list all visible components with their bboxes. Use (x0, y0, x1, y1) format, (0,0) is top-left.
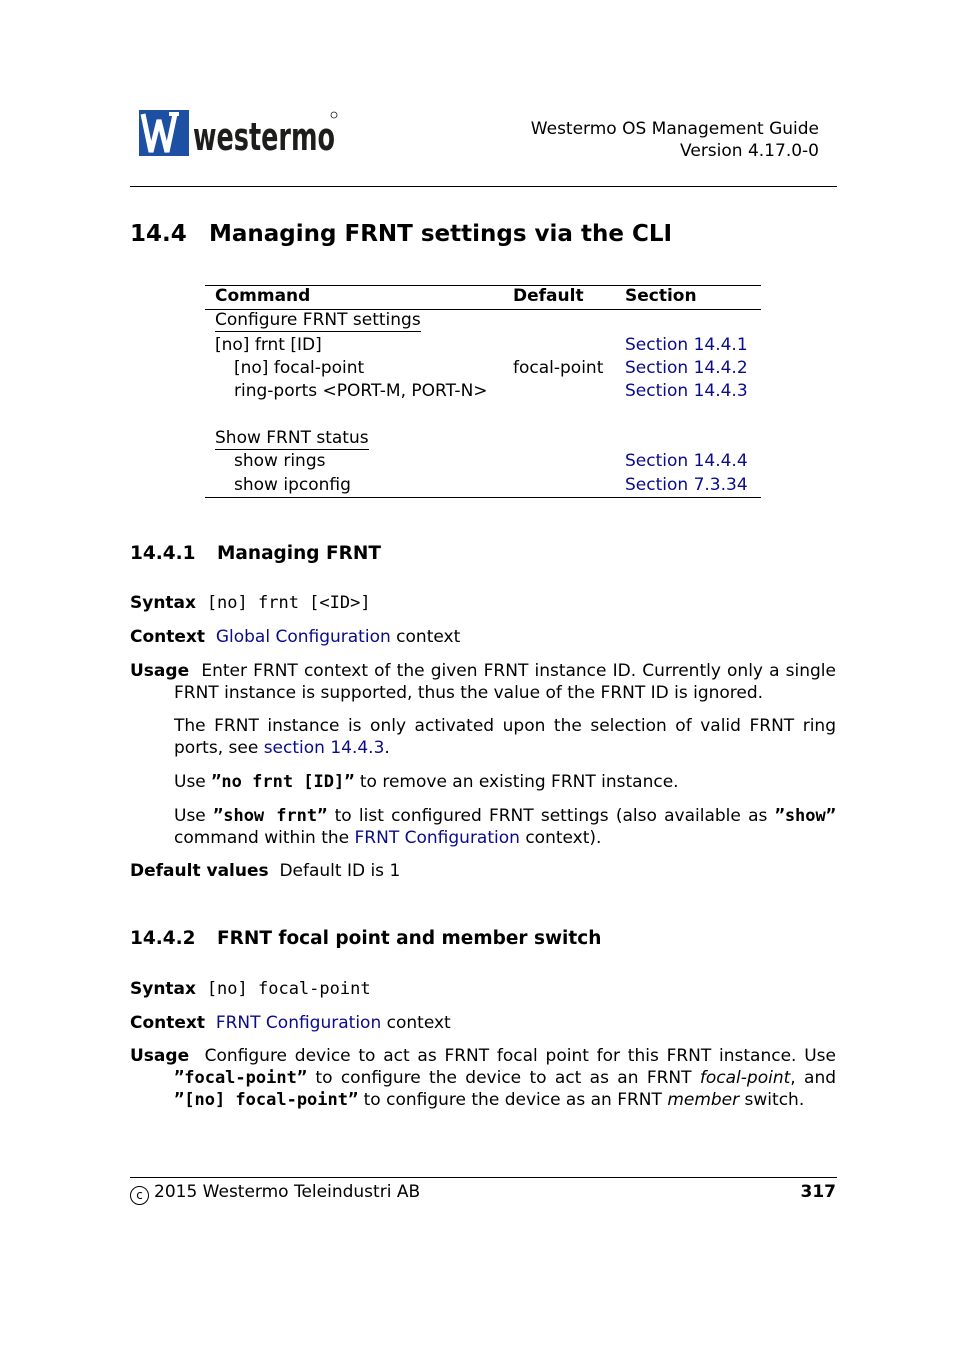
subsection-heading-focal-point: 14.4.2 FRNT focal point and member switch (130, 928, 602, 949)
logo-wordmark: westermo (193, 115, 335, 159)
syntax-code: [no] frnt [<ID>] (206, 593, 371, 613)
westermo-logo (139, 110, 339, 158)
section-title: Managing FRNT settings via the CLI (209, 221, 673, 247)
section-link-14-4-1[interactable]: Section 14.4.1 (625, 335, 748, 355)
section-heading (130, 221, 672, 247)
syntax-line: Syntax [no] focal-point (130, 979, 371, 999)
header-divider (130, 186, 837, 187)
focal-point-code: ”focal-point” (174, 1068, 308, 1088)
frnt-configuration-link[interactable]: FRNT Configuration (215, 1013, 382, 1033)
table-header-command: Command (215, 286, 311, 306)
section-link-14-4-4[interactable]: Section 14.4.4 (625, 451, 748, 471)
header-text (531, 118, 819, 162)
table-group-configure: Configure FRNT settings (215, 310, 421, 330)
show-code: ”show” (774, 806, 836, 826)
footer-copyright: c 2015 Westermo Teleindustri AB (130, 1182, 420, 1205)
table-bottom-rule (205, 497, 761, 498)
page-number: 317 (800, 1182, 836, 1202)
footer-divider (130, 1177, 837, 1178)
copyright-icon: c (130, 1186, 149, 1205)
default-values-line: Default values Default ID is 1 (130, 861, 401, 881)
guide-version: Version 4.17.0-0 (680, 141, 819, 161)
table-row-command: ring-ports <PORT-M, PORT-N> (234, 381, 488, 401)
table-row-command: show rings (234, 451, 326, 471)
section-link-14-4-2[interactable]: Section 14.4.2 (625, 358, 748, 378)
show-frnt-code: ”show frnt” (212, 806, 328, 826)
table-row-default: focal-point (513, 358, 604, 378)
syntax-code: [no] focal-point (206, 979, 371, 999)
section-number: 14.4 (130, 221, 187, 247)
table-group-show: Show FRNT status (215, 428, 369, 448)
table-row-command: show ipconfig (234, 475, 351, 495)
activation-paragraph: The FRNT instance is only activated upon the selection of valid FRNT ring ports, see section 14.4.3. (174, 716, 836, 758)
context-line: Context Global Configuration context (130, 627, 461, 647)
context-line: Context FRNT Configuration context (130, 1013, 451, 1033)
table-row-command: [no] frnt [ID] (215, 335, 322, 355)
westermo-logo-icon (139, 110, 339, 158)
no-focal-point-code: ”[no] focal-point” (174, 1090, 359, 1110)
usage-paragraph: Usage Enter FRNT context of the given FRNT instance ID. Currently only a single FRNT instance is supported, thus the value of the FRNT ID is ignored. (130, 661, 836, 703)
section-14-4-3-link[interactable]: section 14.4.3 (263, 738, 385, 758)
table-header-section: Section (625, 286, 697, 306)
no-frnt-code: ”no frnt [ID]” (211, 772, 355, 792)
section-link-14-4-3[interactable]: Section 14.4.3 (625, 381, 748, 401)
syntax-line: Syntax [no] frnt [<ID>] (130, 593, 371, 613)
table-header-default: Default (513, 286, 584, 306)
guide-title: Westermo OS Management Guide (530, 119, 819, 139)
subsection-heading-managing-frnt: 14.4.1 Managing FRNT (130, 543, 381, 564)
frnt-configuration-link[interactable]: FRNT Configuration (354, 828, 520, 848)
section-link-7-3-34[interactable]: Section 7.3.34 (625, 475, 748, 495)
remove-instance-paragraph: Use ”no frnt [ID]” to remove an existing FRNT instance. (174, 772, 679, 792)
global-configuration-link[interactable]: Global Configuration (215, 627, 391, 647)
usage-paragraph: Usage Configure device to act as FRNT focal point for this FRNT instance. Use ”focal-point” to configure the device to act as an FRNT focal-point, and ”[no] focal-point” to configure the device as an FRNT member switch. (130, 1046, 837, 1110)
show-frnt-paragraph: Use ”show frnt” to list configured FRNT settings (also available as ”show” command within the FRNT Configuration context). (174, 806, 836, 848)
table-row-command: [no] focal-point (234, 358, 365, 378)
